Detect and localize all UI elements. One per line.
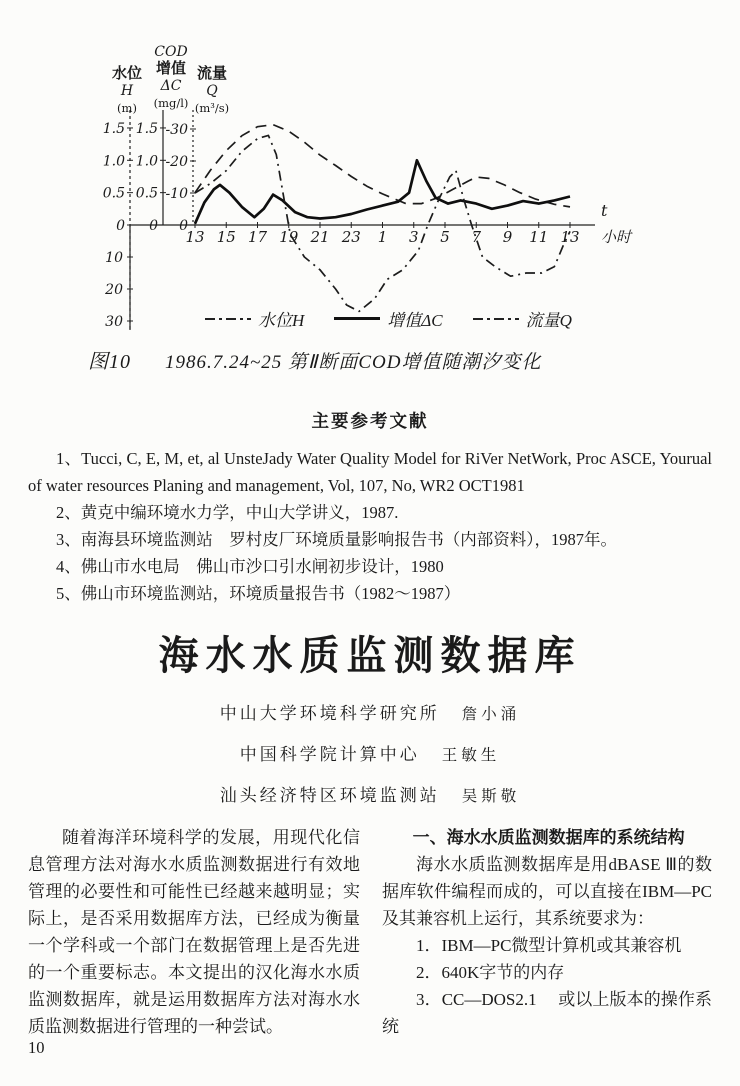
svg-text:1.0: 1.0 (102, 153, 125, 170)
figure-caption (88, 345, 542, 374)
author-name: 詹小涌 (461, 706, 521, 723)
svg-text:13: 13 (185, 228, 205, 246)
reference-item-2: 2、黄克中编环境水力学，中山大学讲义，1987. (56, 503, 399, 522)
requirement-item-2: 2．640K字节的内存 (416, 963, 565, 982)
svg-text:10: 10 (105, 250, 123, 266)
figure-10 (0, 0, 740, 400)
dashdot-line-sample (473, 318, 519, 320)
svg-text:0.5: 0.5 (135, 185, 158, 202)
svg-text:7: 7 (471, 228, 482, 246)
author-name: 吴斯敬 (461, 788, 521, 805)
svg-text:0.5: 0.5 (102, 185, 125, 202)
svg-text:3: 3 (408, 228, 419, 246)
chart-legend (205, 306, 572, 331)
svg-text:0: 0 (149, 218, 158, 234)
h-axis-symbol: H (120, 83, 134, 99)
legend-label: 增值ΔC (387, 311, 443, 330)
figure-number: 图10 (88, 351, 131, 373)
cod-axis-title: 增值 (155, 61, 186, 77)
page-number: 10 (28, 1038, 45, 1057)
svg-text:1.5: 1.5 (135, 120, 158, 137)
svg-text:17: 17 (247, 228, 268, 246)
legend-label: 水位H (258, 311, 305, 330)
references-heading: 主要参考文献 (311, 411, 429, 431)
svg-text:21: 21 (310, 228, 330, 246)
h-axis-title: 水位 (111, 66, 142, 82)
svg-text:1.5: 1.5 (102, 120, 125, 137)
q-axis-header (184, 66, 240, 117)
legend-item-flow (473, 306, 572, 331)
dashdot-line-sample (205, 318, 251, 320)
requirement-item-3: 3．CC—DOS2.1 或以上版本的操作系统 (382, 990, 712, 1036)
reference-item-5: 5、佛山市环境监测站，环境质量报告书（1982～1987） (56, 584, 461, 603)
right-column (382, 824, 712, 1040)
svg-text:-20: -20 (165, 154, 188, 170)
legend-label: 流量Q (525, 311, 572, 330)
references-section (28, 408, 712, 607)
svg-text:t: t (601, 201, 608, 220)
svg-text:小时: 小时 (601, 228, 632, 246)
cod-axis-unit: (mg/l) (153, 96, 189, 110)
svg-text:5: 5 (440, 228, 450, 246)
figure-caption-text: 1986.7.24~25 第Ⅱ断面COD增值随潮汐变化 (165, 352, 542, 373)
author-line-1 (0, 694, 740, 735)
h-axis-unit: (m) (117, 101, 137, 115)
svg-text:11: 11 (529, 228, 549, 246)
q-axis-unit: (m³/s) (194, 101, 230, 115)
svg-text:9: 9 (502, 228, 513, 246)
section-1-heading: 一、海水水质监测数据库的系统结构 (412, 828, 685, 847)
author-affiliation: 中国科学院计算中心 (239, 745, 420, 764)
svg-text:20: 20 (105, 282, 123, 298)
svg-text:1: 1 (377, 228, 388, 246)
svg-text:-30: -30 (165, 122, 188, 138)
svg-text:1.0: 1.0 (135, 153, 158, 170)
intro-paragraph: 随着海洋环境科学的发展，用现代化信息管理方法对海水水质监测数据进行有效地管理的必要性和可能性已经越来越明显；实际上，是否采用数据库方法，已经成为衡量一个学科或一个部门在数据管理上是否先进的一个重要标志。本文提出的汉化海水水质监测数据库，就是运用数据库方法对海水水质监测数据进行管理的一种尝试。 (28, 828, 360, 1036)
section-1-paragraph: 海水水质监测数据库是用dBASE Ⅲ的数据库软件编程而成的，可以直接在IBM—PC及其兼容机上运行，其系统要求为： (382, 855, 712, 928)
reference-item-1: 1、Tucci, C, E, M, et, al UnsteJady Water Quality Model for RiVer NetWork, Proc ASCE, Yourual of water resources Planing and management, Vol, 107, No, WR2 OCT1981 (28, 449, 712, 495)
svg-text:15: 15 (216, 228, 236, 246)
legend-item-cod-increment (334, 306, 442, 331)
author-affiliation: 中山大学环境科学研究所 (219, 704, 440, 723)
cod-axis-symbol: ΔC (160, 78, 182, 94)
svg-text:30: 30 (105, 314, 123, 330)
author-line-2 (0, 735, 740, 776)
author-name: 王敏生 (441, 747, 501, 764)
author-affiliation: 汕头经济特区环境监测站 (219, 786, 440, 805)
reference-item-4: 4、佛山市水电局 佛山市沙口引水闸初步设计，1980 (56, 557, 444, 576)
svg-text:23: 23 (341, 228, 361, 246)
author-block (0, 694, 740, 817)
svg-text:0: 0 (179, 218, 188, 234)
left-column (28, 824, 360, 1040)
q-axis-title: 流量 (196, 66, 227, 82)
svg-text:-10: -10 (165, 186, 188, 202)
reference-item-3: 3、南海县环境监测站 罗村皮厂环境质量影响报告书（内部资料），1987年。 (56, 530, 618, 549)
svg-text:13: 13 (560, 228, 580, 246)
author-line-3 (0, 776, 740, 817)
requirement-item-1: 1．IBM—PC微型计算机或其兼容机 (416, 936, 682, 955)
q-axis-symbol: Q (206, 83, 218, 99)
solid-line-sample (334, 317, 380, 320)
svg-text:0: 0 (116, 218, 125, 234)
article-title: 海水水质监测数据库 (158, 633, 582, 678)
cod-axis-word: COD (154, 44, 188, 60)
svg-text:19: 19 (279, 228, 299, 246)
legend-item-water-level (205, 306, 304, 331)
